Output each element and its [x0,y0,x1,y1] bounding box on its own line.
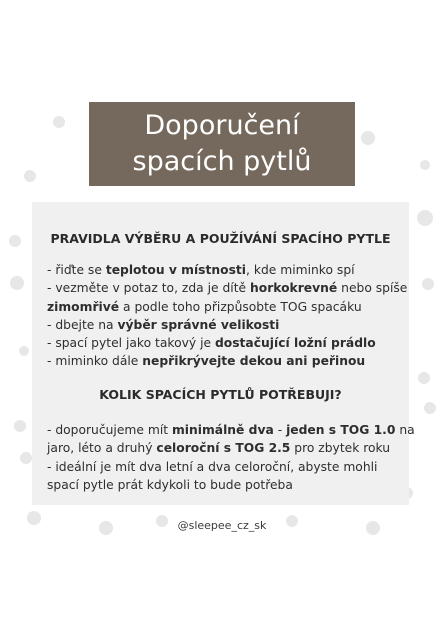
text: na [395,423,415,437]
text: - spací pytel jako takový je [47,336,215,351]
text: spací pytle prát kdykoli to bude potřeba [47,477,293,492]
title-banner [89,102,355,186]
text: - doporučujeme mít [47,423,172,437]
text: jaro, léto a druhý [47,441,157,456]
bold-text: výběr správné velikosti [117,317,280,332]
text: - řiďte se [47,263,106,277]
list-item [47,279,408,297]
background-dot [14,420,26,432]
bold-text: teplotou v místnosti [105,263,246,277]
text: - dbejte na [47,317,118,332]
text: - [273,423,287,437]
text: , kde miminko spí [246,263,355,277]
list-item [47,439,397,457]
list-item [47,298,397,316]
background-dot [424,402,436,414]
background-dot [53,116,65,128]
list-item [47,352,397,370]
text: nebo spíše [337,281,408,296]
bold-text: horkokrevné [250,281,338,296]
bold-text: nepřikrývejte dekou ani peřinou [142,354,366,369]
list-item [47,458,397,476]
background-dot [361,131,375,145]
background-dot [24,170,36,182]
rules-list [47,261,408,371]
bold-text: jeden s TOG 1.0 [286,423,396,437]
bold-text: zimomřivé [47,299,120,314]
section-heading-rules: PRAVIDLA VÝBĚRU A POUŽÍVÁNÍ SPACÍHO PYTLE [50,231,391,246]
list-item [47,421,415,439]
background-dot [417,210,433,226]
bold-text: minimálně dva [171,423,274,437]
section-heading-count: KOLIK SPACÍCH PYTLŮ POTŘEBUJI? [99,387,342,402]
social-handle: @sleepee_cz_sk [177,519,267,532]
list-item [47,316,397,334]
list-item [47,334,397,352]
background-dot [418,372,430,384]
info-card [32,202,415,505]
title-line-2: spacích pytlů [132,146,312,177]
text: - miminko dále [47,354,143,369]
title-line-1: Doporučení [144,110,300,141]
background-dot [20,452,32,464]
background-dot [19,346,29,356]
bold-text: celoroční s TOG 2.5 [156,441,291,456]
background-dot [9,235,21,247]
background-dot [10,276,24,290]
background-dot [422,278,434,290]
text: pro zbytek roku [290,441,391,456]
text: - ideální je mít dva letní a dva celoroční, abyste mohli [47,459,378,474]
count-list [47,421,415,494]
list-item [47,261,397,279]
list-item [47,476,397,494]
text: - vezměte v potaz to, zda je dítě [47,281,250,296]
text: a podle toho přizpůsobte TOG spacáku [119,299,362,314]
background-dot [420,160,430,170]
bold-text: dostačující ložní prádlo [214,336,376,351]
